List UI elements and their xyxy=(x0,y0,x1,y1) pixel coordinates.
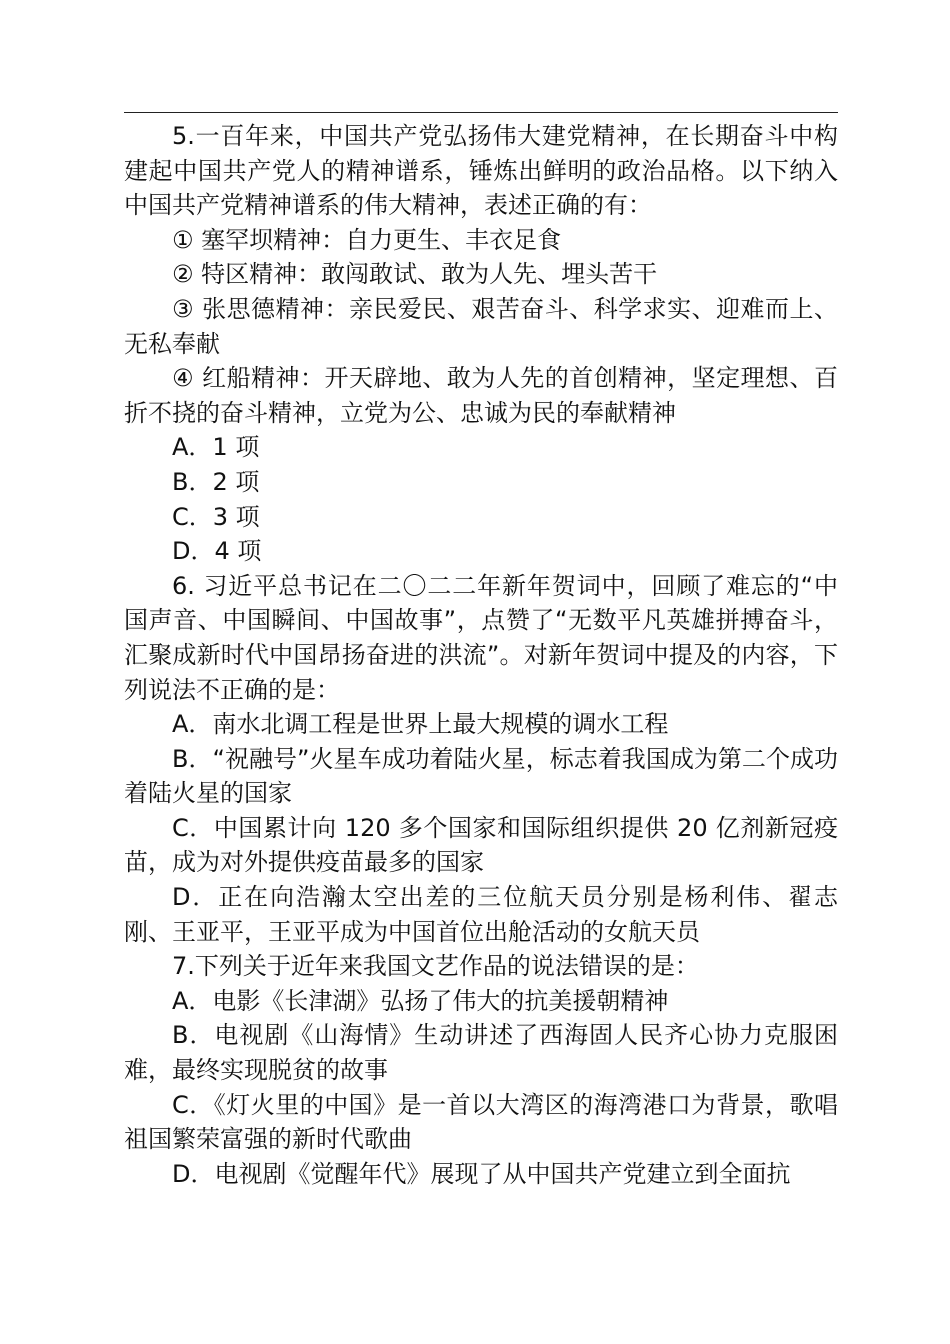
question-5-option-c: C．3 项 xyxy=(172,502,260,531)
question-7-stem: 7.下列关于近年来我国文艺作品的说法错误的是： xyxy=(172,952,699,981)
question-5-item-1: ① 塞罕坝精神：自力更生、丰衣足食 xyxy=(172,225,562,254)
question-5-stem: 5.一百年来，中国共产党弘扬伟大建党精神，在长期奋斗中构建起中国共产党人的精神谱系，锤炼出鲜明的政治品格。以下纳入中国共产党精神谱系的伟大精神，表述正确的有： xyxy=(124,122,838,220)
question-5-option-d: D．4 项 xyxy=(172,537,262,566)
question-6-option-a: A．南水北调工程是世界上最大规模的调水工程 xyxy=(172,710,669,739)
question-6-stem: 6. 习近平总书记在二〇二二年新年贺词中，回顾了难忘的“中国声音、中国瞬间、中国故事”，点赞了“无数平凡英雄拼搏奋斗，汇聚成新时代中国昂扬奋进的洪流”。对新年贺词中提及的内容，下列说法不正确的是： xyxy=(124,571,838,704)
document-page xyxy=(124,112,838,1191)
question-7-option-c: C．《灯火里的中国》是一首以大湾区的海湾港口为背景，歌唱祖国繁荣富强的新时代歌曲 xyxy=(124,1090,838,1154)
question-6-option-b: B．“祝融号”火星车成功着陆火星，标志着我国成为第二个成功着陆火星的国家 xyxy=(124,744,838,808)
question-5-item-4: ④ 红船精神：开天辟地、敢为人先的首创精神，坚定理想、百折不挠的奋斗精神，立党为公、忠诚为民的奉献精神 xyxy=(124,364,838,427)
question-5-item-3: ③ 张思德精神：亲民爱民、艰苦奋斗、科学求实、迎难而上、无私奉献 xyxy=(124,294,838,358)
question-6-option-c: C．中国累计向 120 多个国家和国际组织提供 20 亿剂新冠疫苗，成为对外提供疫苗最多的国家 xyxy=(124,813,838,877)
question-7-option-d: D．电视剧《觉醒年代》展现了从中国共产党建立到全面抗 xyxy=(172,1159,791,1188)
question-5-option-a: A．1 项 xyxy=(172,433,260,462)
question-7-option-b: B．电视剧《山海情》生动讲述了西海固人民齐心协力克服困难，最终实现脱贫的故事 xyxy=(124,1021,838,1085)
question-5-item-2: ② 特区精神：敢闯敢试、敢为人先、埋头苦干 xyxy=(172,260,658,289)
header-rule xyxy=(124,112,838,113)
question-5-option-b: B．2 项 xyxy=(172,467,260,496)
question-7-option-a: A．电影《长津湖》弘扬了伟大的抗美援朝精神 xyxy=(172,986,669,1015)
question-6-option-d: D．正在向浩瀚太空出差的三位航天员分别是杨利伟、翟志刚、王亚平，王亚平成为中国首位出舱活动的女航天员 xyxy=(124,883,838,946)
